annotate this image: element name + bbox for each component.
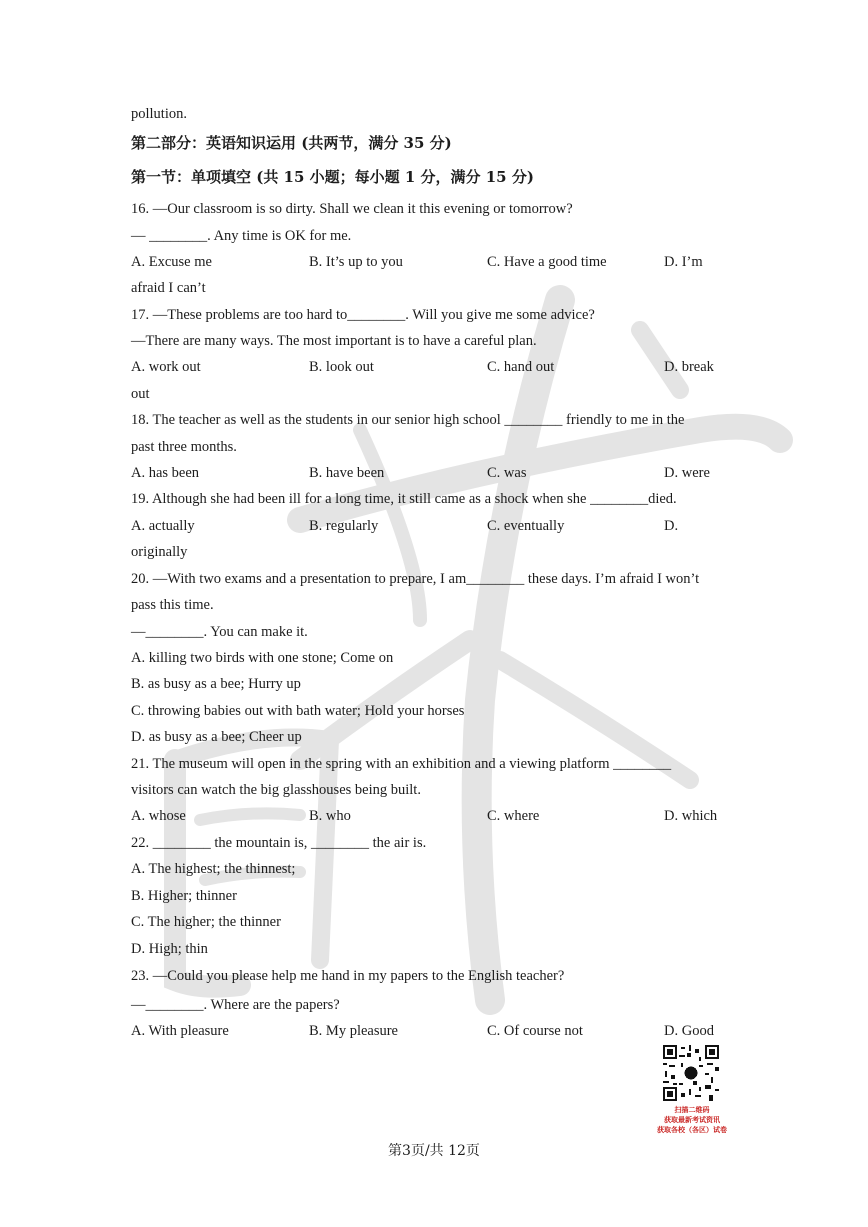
option-16-d-wrap: afraid I can’t bbox=[131, 280, 206, 296]
option-16-c: C. Have a good time bbox=[487, 254, 607, 270]
section-heading: 第二部分：英语知识运用 (共两节，满分 35 分) bbox=[131, 134, 452, 152]
option-18-d: D. were bbox=[664, 465, 710, 481]
question-17-dialogue: —There are many ways. The most important is to have a careful plan. bbox=[131, 333, 537, 349]
option-19-c: C. eventually bbox=[487, 518, 565, 534]
option-19-d: D. bbox=[664, 518, 679, 534]
option-22-a: A. The highest; the thinnest; bbox=[131, 861, 296, 877]
qr-caption-3: 获取各校（各区）试卷 bbox=[657, 1126, 727, 1134]
qr-caption-1: 扫描二维码 bbox=[674, 1106, 710, 1114]
option-23-b: B. My pleasure bbox=[309, 1023, 398, 1039]
qr-caption-2: 获取最新考试资讯 bbox=[664, 1116, 720, 1124]
question-20: 20. —With two exams and a presentation to prepare, I am________ these days. I’m afraid I won’t bbox=[131, 571, 700, 587]
question-18: 18. The teacher as well as the students in our senior high school ________ friendly to me in the bbox=[131, 412, 685, 428]
option-20-b: B. as busy as a bee; Hurry up bbox=[131, 676, 301, 692]
option-20-c: C. throwing babies out with bath water; Hold your horses bbox=[131, 703, 465, 719]
option-21-a: A. whose bbox=[131, 808, 186, 824]
question-16: 16. —Our classroom is so dirty. Shall we clean it this evening or tomorrow? bbox=[131, 201, 573, 217]
question-17: 17. —These problems are too hard to________. Will you give me some advice? bbox=[131, 307, 595, 323]
option-17-c: C. hand out bbox=[487, 359, 555, 375]
option-16-d: D. I’m bbox=[664, 254, 703, 270]
option-17-b: B. look out bbox=[309, 359, 374, 375]
option-23-d: D. Good bbox=[664, 1023, 714, 1039]
question-16-dialogue: — ________. Any time is OK for me. bbox=[131, 228, 352, 244]
question-21: 21. The museum will open in the spring with an exhibition and a viewing platform ________ bbox=[131, 756, 672, 772]
option-18-b: B. have been bbox=[309, 465, 385, 481]
option-16-b: B. It’s up to you bbox=[309, 254, 403, 270]
option-22-b: B. Higher; thinner bbox=[131, 888, 237, 904]
option-18-a: A. has been bbox=[131, 465, 200, 481]
option-22-d: D. High; thin bbox=[131, 941, 208, 957]
option-19-b: B. regularly bbox=[309, 518, 379, 534]
question-18-cont: past three months. bbox=[131, 439, 237, 455]
option-21-b: B. who bbox=[309, 808, 351, 824]
option-20-d: D. as busy as a bee; Cheer up bbox=[131, 729, 302, 745]
text-line: pollution. bbox=[131, 106, 187, 122]
option-17-d-wrap: out bbox=[131, 386, 150, 402]
option-23-a: A. With pleasure bbox=[131, 1023, 229, 1039]
qr-code-icon[interactable] bbox=[663, 1045, 719, 1101]
option-21-c: C. where bbox=[487, 808, 540, 824]
page-number: 第3页/共 12页 bbox=[388, 1143, 480, 1159]
option-19-d-wrap: originally bbox=[131, 544, 188, 560]
question-23-dialogue: —________. Where are the papers? bbox=[131, 997, 340, 1013]
question-20-cont: pass this time. bbox=[131, 597, 214, 613]
subsection-heading: 第一节：单项填空 (共 15 小题；每小题 1 分，满分 15 分) bbox=[131, 168, 534, 186]
option-17-a: A. work out bbox=[131, 359, 201, 375]
question-19: 19. Although she had been ill for a long time, it still came as a shock when she ________died. bbox=[131, 491, 677, 507]
option-16-a: A. Excuse me bbox=[131, 254, 212, 270]
option-17-d: D. break bbox=[664, 359, 714, 375]
question-20-dialogue: —________. You can make it. bbox=[131, 624, 308, 640]
option-19-a: A. actually bbox=[131, 518, 195, 534]
option-21-d: D. which bbox=[664, 808, 718, 824]
question-22: 22. ________ the mountain is, ________ the air is. bbox=[131, 835, 427, 851]
question-23: 23. —Could you please help me hand in my papers to the English teacher? bbox=[131, 968, 565, 984]
option-18-c: C. was bbox=[487, 465, 527, 481]
option-20-a: A. killing two birds with one stone; Come on bbox=[131, 650, 394, 666]
question-21-cont: visitors can watch the big glasshouses being built. bbox=[131, 782, 421, 798]
option-22-c: C. The higher; the thinner bbox=[131, 914, 281, 930]
option-23-c: C. Of course not bbox=[487, 1023, 583, 1039]
